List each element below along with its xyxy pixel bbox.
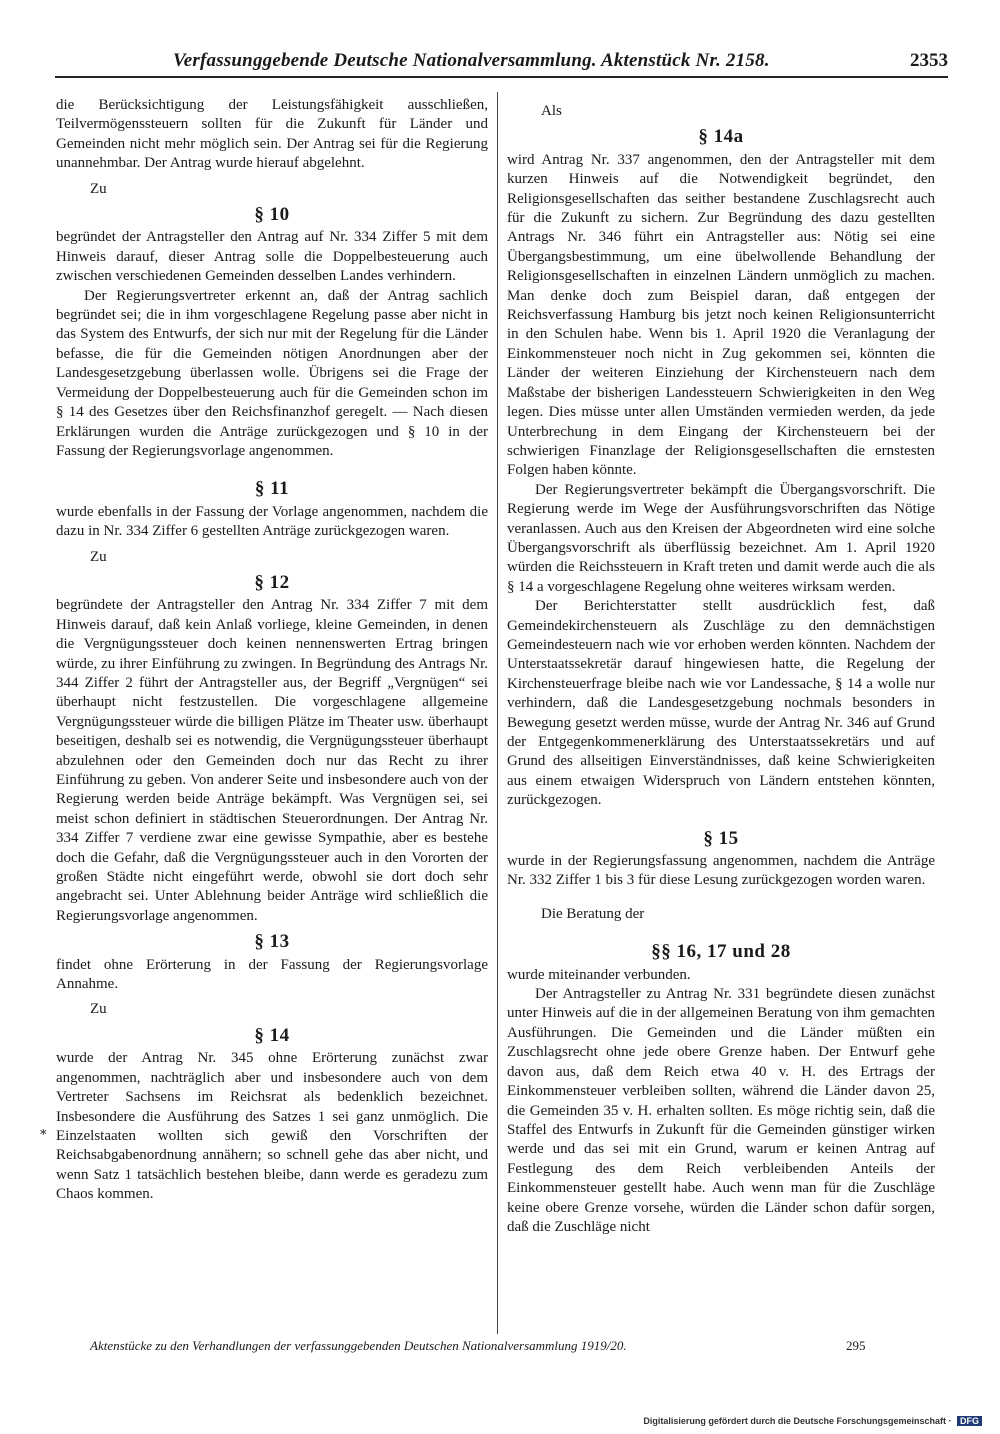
paragraph-14: wurde der Antrag Nr. 345 ohne Erörterung zunächst zwar angenommen, nachträglich aber und insbesondere auch von dem Vertreter Sachsens im Reichsrat als bedenklich bezeichnet. Insbesondere die Ausführung des Satzes 1 sei ganz unmöglich. Die Einzelstaaten wollten sich gewiß den Vorschriften der Reichsabgabenordnung annähern; so schnell gehe das aber nicht, und wenn Satz 1 tatsächlich bestehen bleibe, dann werde es geradezu zum Chaos kommen.	[56, 1050, 488, 1203]
section-heading-12: § 12	[254, 571, 290, 593]
section-heading-11: § 11	[254, 478, 290, 500]
zu-label: Zu	[90, 548, 107, 565]
paragraph-12: begründete der Antragsteller den Antrag Nr. 334 Ziffer 7 mit dem Hinweis darauf, daß kein Anlaß vorliege, kleine Gemeinden, in denen die Vergnügungssteuer doch keinen nennenswerten Ertrag bringen würde, zu ihrer Einführung zu zwingen. In Begründung des Antrags Nr. 344 Ziffer 2 führt der Antragsteller aus, der Begriff „Vergnügen“ sei überhaupt nicht festzustellen. Die vorgeschlagene allgemeine Vergnügungssteuer würde die billigen Plätze im Theater usw. überhaupt beseitigen, deshalb sei es notwendig, die Vergnügungssteuer überhaupt abzulehnen oder den Gemeinden doch nur das Recht zu ihrer Einführung zu geben. Von anderer Seite und insbesondere auch von der Regierung werden beide Anträge bekämpft. Was Vergnügen sei, sei meist schon definiert in städtischen Steuerordnungen. Der Antrag Nr. 334 Ziffer 7 verdiene zwar eine gewisse Sympathie, aber es bestehe doch die Gefahr, daß die Vergnügungssteuer auch in den Vororten der großen Städte nicht eingeführt werde, obwohl sie dort doch sehr angebracht sei. Unter Ablehnung beider Anträge wird schließlich die Regierungsvorlage angenommen.	[56, 597, 488, 924]
section-heading-13: § 13	[254, 931, 290, 953]
zu-label: Zu	[90, 1001, 107, 1018]
section-heading-15: § 15	[703, 827, 739, 849]
paragraph-14a-2: Der Regierungsvertreter bekämpft die Übergangsvorschrift. Die Regierung werde im Wege der Ausführungsvorschriften das Nötige veranlassen. Auch aus den Kreisen der Abgeordneten wird eine solche Übergangsvorschrift als überflüssig bezeichnet. Am 1. April 1920 würden die Reichssteuern in Kraft treten und damit werde auch die als § 14 a vorgeschlagene Regelung ohne weiteres wirksam werden.	[507, 481, 935, 595]
dfg-logo: DFG	[957, 1416, 982, 1426]
als-label: Als	[541, 103, 562, 119]
paragraph-16a: wurde miteinander verbunden.	[507, 966, 691, 983]
paragraph-13: findet ohne Erörterung in der Fassung der Regierungsvorlage Annahme.	[56, 956, 488, 993]
page-footer	[90, 1338, 890, 1354]
section-heading-10: § 10	[254, 204, 290, 226]
section-heading-14a: § 14a	[698, 126, 744, 148]
paragraph-10b: Der Regierungsvertreter erkennt an, daß der Antrag sachlich begründet sei; die in ihm vorgeschlagene Regelung passe aber nicht in das System des Entwurfs, der sich nur mit der Regelung für die Länder befasse, die für die Gemeinden nötigen Anordnungen aber der Landesgesetzgebung überlassen wolle. Übrigens sei die Frage der Vermeidung der Doppelbesteuerung auch für die Gemeinden schon im § 14 des Gesetzes über den Reichsfinanzhof geregelt. — Nach diesen Erklärungen wurden die Anträge zurückgezogen und § 10 in der Fassung der Regierungsvorlage angenommen.	[56, 287, 488, 459]
section-heading-14: § 14	[254, 1024, 290, 1046]
paragraph-beratung: Die Beratung der	[541, 905, 645, 922]
running-title: Verfassunggebende Deutsche Nationalversammlung. Aktenstück Nr. 2158.	[173, 50, 770, 71]
page-number: 2353	[910, 50, 948, 71]
column-divider	[497, 92, 498, 1334]
margin-mark: *	[40, 1128, 47, 1143]
zu-label: Zu	[90, 180, 107, 197]
paragraph-11: wurde ebenfalls in der Fassung der Vorlage angenommen, nachdem die dazu in Nr. 334 Ziffer 6 gestellten Anträge zurückgezogen waren.	[56, 503, 488, 540]
paragraph-14a-3: Der Berichterstatter stellt ausdrücklich fest, daß Gemeindekirchensteuern als Zuschläge zu den demnächstigen Gemeindesteuern nach wie vor erhoben werden könnten. Nachdem der Unterstaatssekretär darauf hingewiesen hatte, die Regelung der Kirchensteuerfrage bleibe nach wie vor Landessache, § 14 a wolle nur verhindern, daß die Landesgesetzgebung nochmals besonders in Bewegung gesetzt werden müsse, wurde der Antrag Nr. 346 auf Grund der Entgegenkommenerklärung des Unterstaatssekretärs und auf Grund des allseitigen Einverständnisses, daß keine Schwierigkeiten aus einem etwaigen Widerspruch von Ländern entstehen könnten, zurückgezogen.	[507, 598, 935, 809]
section-heading-16-17-28: §§ 16, 17 und 28	[651, 941, 791, 963]
paragraph-10a: begründet der Antragsteller den Antrag auf Nr. 334 Ziffer 5 mit dem Hinweis darauf, dieser Antrag solle die Doppelbesteuerung auch zwischen verschiedenen Gemeinden desselben Landes verhindern.	[56, 229, 488, 285]
paragraph-14a-1: wird Antrag Nr. 337 angenommen, den der Antragsteller mit dem kurzen Hinweis auf die Notwendigkeit begründet, den Religionsgesellschaften das seither bestandene Zuschlagsrecht auch für die Zukunft zu sichern. Zur Begründung des dazu gestellten Antrags Nr. 346 führt ein Antragsteller aus: Nötig sei eine Übergangsbestimmung, um eine übelwollende Behandlung der Religionsgesellschaften in einzelnen Ländern unmöglich zu machen. Man denke doch zum Beispiel daran, daß entgegen der Reichsverfassung Hamburg bis jetzt noch keinen Religionsunterricht in den Schulen habe. Wenn bis 1. April 1920 die Veranlagung der Einkommensteuer noch nicht in Zug gekommen sei, könnten die Länder der weiteren Einziehung der Kirchensteuern nach dem Maßstabe der bisherigen Landessteuern Schwierigkeiten in den Weg legen. Dies müsse unter allen Umständen vermieden werden, da jede Unterbrechung in dem Eingang der Kirchensteuern bei der schwierigen Finanzlage der Religionsgesellschaften die ernstesten Folgen haben könnte.	[507, 151, 935, 479]
paragraph-intro: die Berücksichtigung der Leistungsfähigkeit ausschließen, Teilvermögenssteuern sollten für die Zukunft für Länder und Gemeinden nicht mehr möglich sein. Der Antrag sei für die Regierung unannehmbar. Der Antrag wurde hierauf abgelehnt.	[56, 97, 488, 172]
paragraph-15: wurde in der Regierungsfassung angenommen, nachdem die Anträge Nr. 332 Ziffer 1 bis 3 für diese Lesung zurückgezogen worden waren.	[507, 853, 935, 889]
digitization-credit	[643, 1416, 982, 1426]
left-column	[56, 96, 488, 1336]
footer-text: Aktenstücke zu den Verhandlungen der verfassunggebenden Deutschen Nationalversammlung 1919/20.	[90, 1338, 627, 1353]
right-column	[507, 96, 935, 1336]
credit-text: Digitalisierung gefördert durch die Deutsche Forschungsgemeinschaft ·	[643, 1416, 952, 1426]
footer-page-number: 295	[846, 1338, 866, 1353]
paragraph-16b: Der Antragsteller zu Antrag Nr. 331 begründete diesen zunächst unter Hinweis auf die in der allgemeinen Beratung von ihm gemachten Ausführungen. Die Gemeinden und die Länder müßten ein Zuschlagsrecht ohne jede obere Grenze haben. Der Entwurf gehe davon aus, daß dem Reich etwa 40 v. H. des Ertrags der Einkommensteuer verbleiben sollten, während die Länder davon 25, die Gemeinden 35 v. H. erhalten sollten. Es möge richtig sein, daß die Staffel des Entwurfs in Zukunft für die Gemeinden günstiger wirken werde und das sei mit ein Grund, warum er keinen Antrag auf Festlegung des dem Reich verbleibenden Anteils der Einkommensteuer gestellt habe. Auch wenn man für die Zuschläge keine obere Grenze vorsehe, würden die Länder schon dafür sorgen, daß die Zuschläge nicht	[507, 986, 935, 1235]
page-header	[55, 46, 948, 78]
